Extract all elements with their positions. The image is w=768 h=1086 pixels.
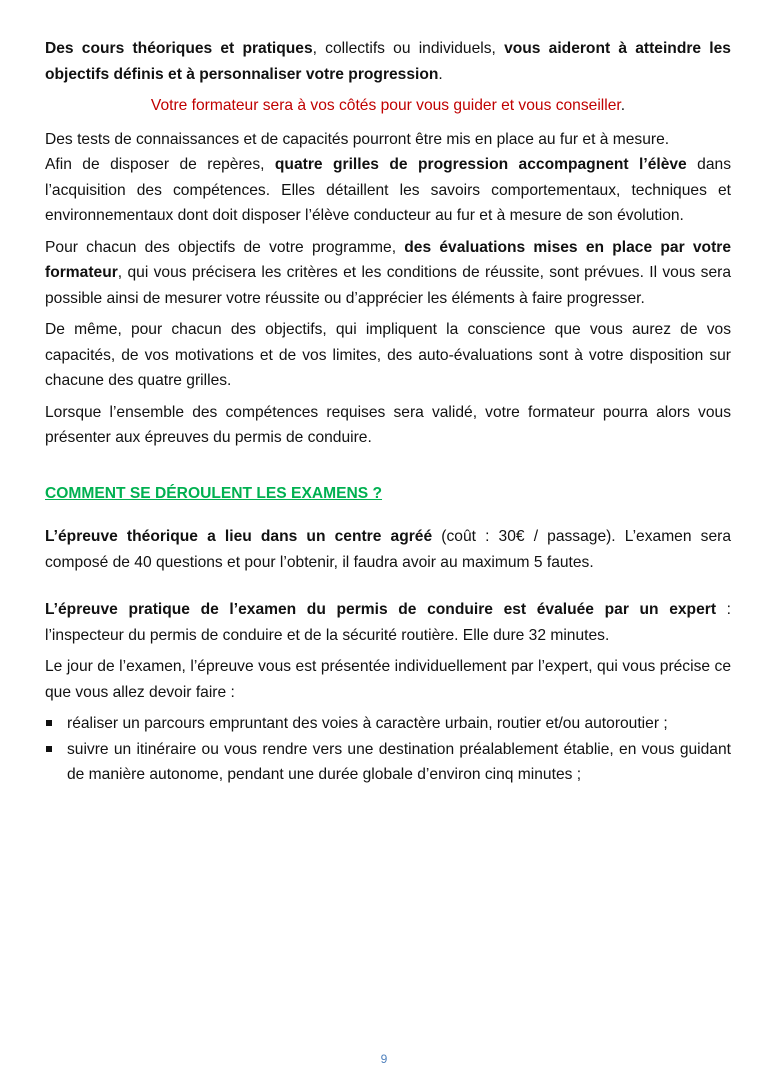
grids-pre: Afin de disposer de repères, <box>45 156 275 173</box>
intro-bold-2: vous aideront à atteindre les objectifs définis et à personnaliser votre progression <box>45 40 731 83</box>
validation-paragraph: Lorsque l’ensemble des compétences requises sera validé, votre formateur pourra alors vous présenter aux épreuves du permis de conduire. <box>45 403 731 446</box>
self-evaluation-paragraph: De même, pour chacun des objectifs, qui impliquent la conscience que vous aurez de vos capacités, de vos motivations et de vos limites, des auto-évaluations sont à votre disposition sur chacune des quatre grilles. <box>45 321 731 389</box>
intro-paragraph <box>45 36 731 87</box>
practical-bold: L’épreuve pratique de l’examen du permis de conduire est évaluée par un expert <box>45 601 717 618</box>
list-item <box>45 711 731 737</box>
evaluations-paragraph <box>45 235 731 312</box>
tests-paragraph: Des tests de connaissances et de capacités pourront être mis en place au fur et à mesure. <box>45 130 670 148</box>
intro-text: , collectifs ou individuels, <box>312 40 505 57</box>
grids-post: dans l’acquisition des compétences. Elles détaillent les savoirs comportementaux, techniques et environnementaux dont doit disposer l’élève conducteur au fur et à mesure de son évolution. <box>45 156 731 224</box>
evaluations-post: , qui vous précisera les critères et les conditions de réussite, sont prévues. Il vous sera possible ainsi de mesurer votre réussite ou d’apprécier les éléments à faire progresser. <box>45 264 731 307</box>
grids-paragraph <box>45 152 731 229</box>
theory-bold: L’épreuve théorique a lieu dans un centre agréé <box>45 528 433 545</box>
list-item-text: suivre un itinéraire ou vous rendre vers une destination préalablement établie, en vous guidant de manière autonome, pendant une durée globale d’environ cinq minutes ; <box>67 740 731 783</box>
list-item-text: réaliser un parcours empruntant des voies à caractère urbain, routier et/ou autoroutier ; <box>67 715 668 732</box>
theory-post: (coût : 30€ / passage). L’examen sera composé de 40 questions et pour l’obtenir, il faudra avoir au maximum 5 fautes. <box>45 528 731 571</box>
intro-bold-1: Des cours théoriques et pratiques <box>45 40 313 57</box>
evaluations-bold: des évaluations mises en place par votre formateur <box>45 238 731 281</box>
square-bullet-icon <box>46 720 52 726</box>
exam-tasks-list <box>45 711 731 788</box>
list-item <box>45 737 731 788</box>
exams-heading: COMMENT SE DÉROULENT LES EXAMENS ? <box>45 484 383 502</box>
theory-paragraph <box>45 524 731 575</box>
exam-day-paragraph: Le jour de l’examen, l’épreuve vous est présentée individuellement par l’expert, qui vous précise ce que vous allez devoir faire : <box>45 658 731 701</box>
trainer-line-text: Votre formateur sera à vos côtés pour vous guider et vous conseiller <box>150 97 621 114</box>
evaluations-pre: Pour chacun des objectifs de votre programme, <box>45 238 405 256</box>
grids-bold: quatre grilles de progression accompagnent l’élève <box>274 156 687 173</box>
intro-end: . <box>438 65 443 83</box>
page-number: 9 <box>380 1052 388 1066</box>
document-page <box>45 36 731 788</box>
trainer-line-end: . <box>620 97 626 114</box>
practical-paragraph <box>45 597 731 648</box>
trainer-line <box>45 93 731 119</box>
practical-post: : l’inspecteur du permis de conduire et de la sécurité routière. Elle dure 32 minutes. <box>45 601 731 644</box>
square-bullet-icon <box>46 746 52 752</box>
